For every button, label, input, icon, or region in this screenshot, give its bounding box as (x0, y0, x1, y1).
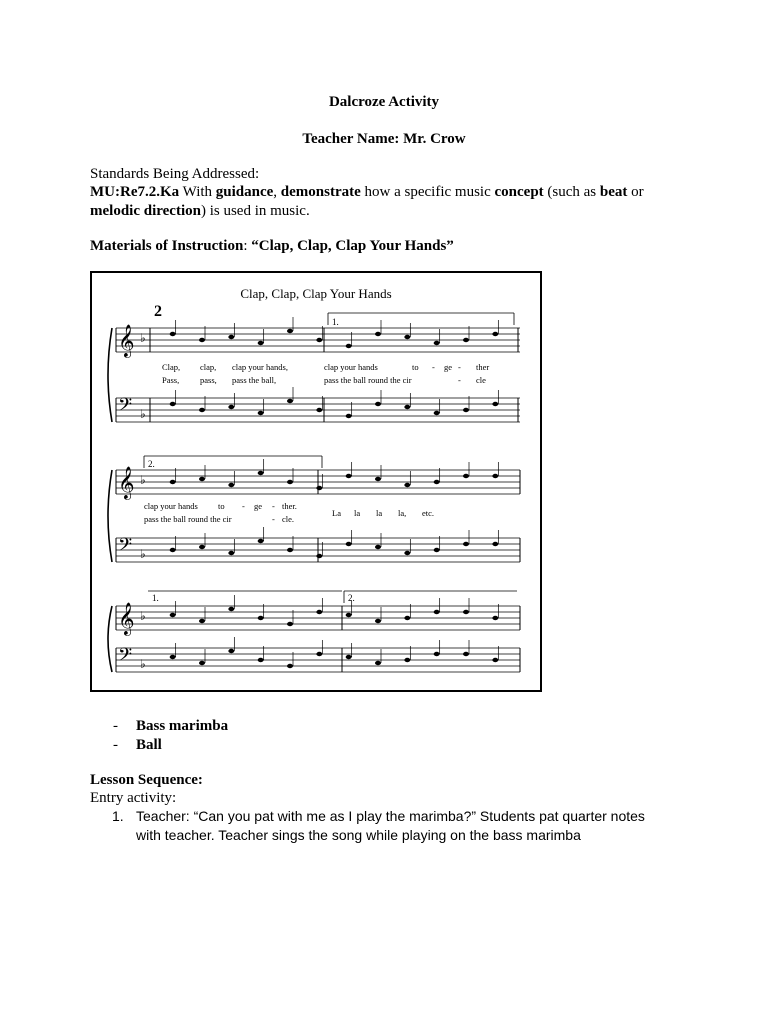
lyric: cle. (282, 514, 295, 524)
note-head (287, 622, 293, 626)
keyword-melodic-direction: melodic direction (90, 203, 201, 219)
note-head (287, 480, 293, 484)
keyword-beat: beat (599, 184, 628, 200)
flat-icon: ♭ (140, 547, 146, 561)
lyric: ge (444, 362, 453, 372)
lyric: clap your hands, (232, 362, 288, 372)
keyword-demonstrate: demonstrate (280, 184, 361, 200)
note-head (434, 652, 440, 656)
step-number: 1. (112, 808, 124, 824)
list-item-text: Ball (136, 737, 162, 753)
flat-icon: ♭ (140, 331, 146, 345)
note-head (258, 341, 264, 345)
document-title: Dalcroze Activity (328, 94, 440, 110)
teacher-name: Teacher Name: Mr. Crow (302, 131, 466, 147)
sheet-music-svg (92, 273, 540, 690)
lyric: Clap, (162, 362, 181, 372)
lyric: clap your hands (324, 362, 378, 372)
lyric: ther (476, 362, 490, 372)
standards-heading: Standards Being Addressed: (90, 166, 260, 182)
note-head (170, 402, 176, 406)
note-head (404, 483, 410, 487)
note-head (492, 402, 498, 406)
note-head (258, 616, 264, 620)
note-head (346, 613, 352, 617)
note-head (463, 542, 469, 546)
lyric: clap your hands (144, 501, 198, 511)
note-head (228, 483, 234, 487)
note-head (434, 411, 440, 415)
lyric: la (376, 508, 383, 518)
materials-song: “Clap, Clap, Clap Your Hands” (251, 238, 454, 254)
flat-icon: ♭ (140, 657, 146, 671)
note-head (170, 548, 176, 552)
list-item: - Ball (113, 737, 162, 753)
lyric: la (354, 508, 361, 518)
step-text: Teacher: “Can you pat with me as I play the marimba?” Students pat quarter notes with teacher. Teacher sings the song while playing on the bass marimba (136, 808, 645, 843)
lyric: - (272, 501, 275, 511)
note-head (404, 405, 410, 409)
note-head (316, 610, 322, 614)
flat-icon: ♭ (140, 473, 146, 487)
score-title: Clap, Clap, Clap Your Hands (240, 286, 392, 301)
note-head (492, 332, 498, 336)
note-head (375, 619, 381, 623)
lyric: La (332, 508, 341, 518)
standards-seg6: ) is used in music. (200, 203, 310, 219)
note-head (258, 539, 264, 543)
standards-seg2: , (273, 184, 281, 200)
note-head (492, 616, 498, 620)
list-item: - Bass marimba (113, 718, 229, 734)
flat-icon: ♭ (140, 609, 146, 623)
note-head (316, 486, 322, 490)
lyric: pass the ball round the cir (144, 514, 232, 524)
bass-clef-icon: 𝄢 (118, 644, 133, 669)
note-head (434, 610, 440, 614)
list-item-text: Bass marimba (136, 718, 229, 734)
lyric: pass, (200, 375, 217, 385)
note-head (228, 405, 234, 409)
note-head (375, 661, 381, 665)
note-head (346, 414, 352, 418)
lyric: - (272, 514, 275, 524)
note-head (199, 338, 205, 342)
note-head (463, 338, 469, 342)
standards-text (90, 183, 690, 221)
treble-clef-icon: 𝄞 (118, 468, 135, 499)
flat-icon: ♭ (140, 407, 146, 421)
ending-2-label: 2. (148, 459, 155, 469)
note-head (199, 477, 205, 481)
materials-line (90, 237, 690, 256)
note-head (170, 332, 176, 336)
note-head (492, 658, 498, 662)
lyric: ther. (282, 501, 297, 511)
note-head (434, 548, 440, 552)
note-head (228, 551, 234, 555)
note-head (170, 480, 176, 484)
lesson-heading: Lesson Sequence: (90, 772, 203, 788)
note-head (287, 329, 293, 333)
time-signature: 2 (154, 303, 162, 320)
note-head (375, 477, 381, 481)
entry-activity-label: Entry activity: (90, 790, 177, 806)
note-head (287, 399, 293, 403)
treble-clef-icon: 𝄞 (118, 326, 135, 357)
note-head (199, 545, 205, 549)
note-head (170, 613, 176, 617)
note-head (492, 474, 498, 478)
note-head (258, 471, 264, 475)
note-head (346, 542, 352, 546)
note-head (199, 661, 205, 665)
standard-code: MU:Re7.2.Ka (90, 184, 180, 200)
note-head (492, 542, 498, 546)
standards-seg4: (such as (543, 184, 600, 200)
lyric: - (458, 375, 461, 385)
note-head (375, 402, 381, 406)
note-head (404, 616, 410, 620)
lesson-steps (112, 807, 672, 845)
note-head (346, 655, 352, 659)
note-head (346, 344, 352, 348)
lyric: ge (254, 501, 263, 511)
lyric: la, (398, 508, 407, 518)
lyric: cle (476, 375, 486, 385)
note-head (258, 658, 264, 662)
note-head (346, 474, 352, 478)
standards-seg5: or (627, 184, 644, 200)
lyric: - (432, 362, 435, 372)
ending-1-label: 1. (332, 317, 339, 327)
ending-2b-label: 2. (348, 593, 355, 603)
note-head (258, 411, 264, 415)
standards-seg3: how a specific music (360, 184, 495, 200)
note-head (287, 548, 293, 552)
lyric: Pass, (162, 375, 180, 385)
note-head (434, 341, 440, 345)
lyric: to (218, 501, 225, 511)
note-head (404, 658, 410, 662)
note-head (316, 408, 322, 412)
note-head (199, 408, 205, 412)
materials-list (113, 717, 228, 755)
lyric: pass the ball round the cir (324, 375, 412, 385)
note-head (316, 554, 322, 558)
note-head (316, 338, 322, 342)
bass-clef-icon: 𝄢 (118, 534, 133, 559)
lyrics-row1 (162, 362, 489, 385)
note-head (463, 408, 469, 412)
note-head (404, 335, 410, 339)
materials-label: Materials of Instruction (90, 238, 244, 254)
lyric: to (412, 362, 419, 372)
note-head (375, 332, 381, 336)
standards-seg1: With (179, 184, 216, 200)
lyric: clap, (200, 362, 217, 372)
keyword-concept: concept (494, 184, 544, 200)
bass-clef-icon: 𝄢 (118, 394, 133, 419)
ending-1b-label: 1. (152, 593, 159, 603)
note-head (434, 480, 440, 484)
lyrics-row2 (144, 501, 434, 524)
lyric: etc. (422, 508, 435, 518)
lyric: - (242, 501, 245, 511)
materials-colon: : (243, 238, 252, 254)
note-head (316, 652, 322, 656)
note-head (228, 649, 234, 653)
keyword-guidance: guidance (215, 184, 274, 200)
note-head (228, 607, 234, 611)
lyric: pass the ball, (232, 375, 277, 385)
treble-clef-icon: 𝄞 (118, 604, 135, 635)
sheet-music-figure (90, 271, 542, 692)
note-head (287, 664, 293, 668)
note-head (404, 551, 410, 555)
note-head (170, 655, 176, 659)
note-head (463, 474, 469, 478)
note-head (463, 652, 469, 656)
note-head (463, 610, 469, 614)
note-head (375, 545, 381, 549)
note-head (228, 335, 234, 339)
lyric: - (458, 362, 461, 372)
note-head (199, 619, 205, 623)
